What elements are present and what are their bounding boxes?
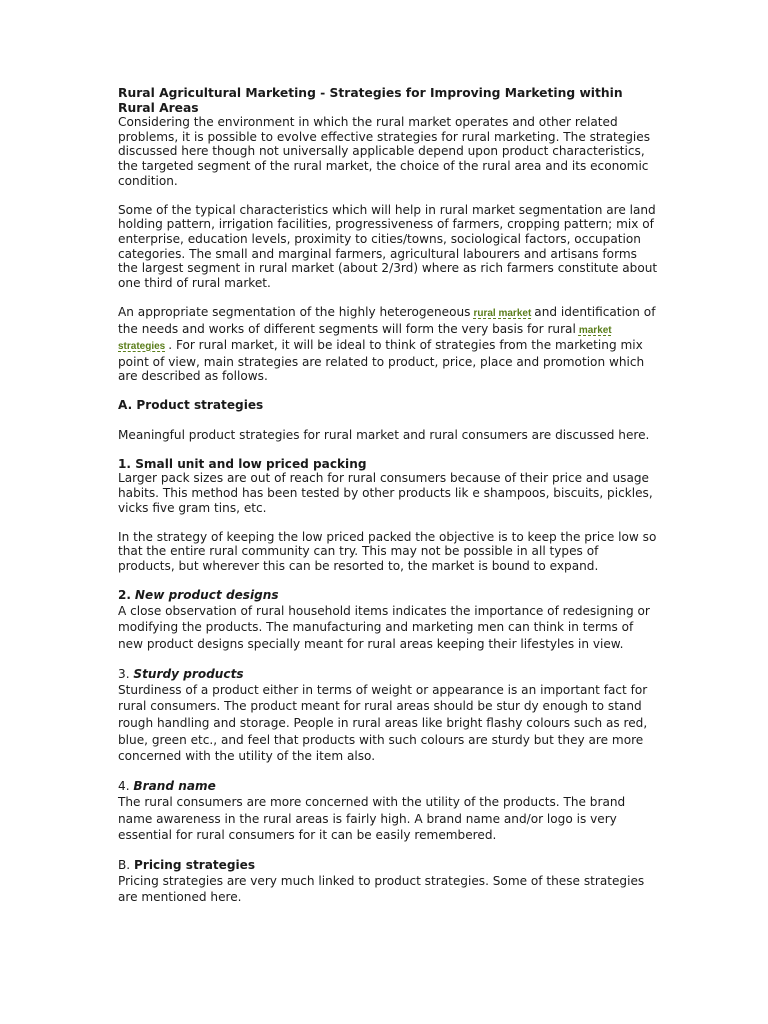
item-4-body: The rural consumers are more concerned with the utility of the products. The brand name awareness in the rural areas is fairly high. A brand name and/or logo is very essential for rural consumers for it can be easily remembered. bbox=[118, 794, 626, 843]
item-2-body: A close observation of rural household items indicates the importance of redesigning or modifying the products. The manufacturing and marketing men can think in terms of new product designs specially meant for rural areas keeping their lifestyles in view. bbox=[118, 603, 650, 651]
document-body bbox=[118, 86, 658, 906]
item-1-paragraph-1: Larger pack sizes are out of reach for rural consumers because of their price and usage habits. This method has been tested by other products lik e shampoos, biscuits, pickles, vicks five gram tins, etc. bbox=[118, 471, 653, 515]
item-4-number: 4. bbox=[118, 779, 130, 794]
item-3-heading bbox=[118, 667, 658, 682]
item-2-heading bbox=[118, 588, 658, 603]
item-2-number: 2. bbox=[118, 588, 132, 603]
section-b-letter: B. bbox=[118, 858, 131, 873]
item-1-paragraph-2: In the strategy of keeping the low priced packed the objective is to keep the price low so that the entire rural community can try. This may not be possible in all types of products, but wherever this can be resorted to, the market is bound to expand. bbox=[118, 529, 657, 573]
approach-text-2: and identification of the needs and works of different segments will form the very basis for rural bbox=[118, 304, 656, 336]
section-b-body: Pricing strategies are very much linked to product strategies. Some of these strategies are mentioned here. bbox=[118, 873, 645, 905]
section-a-intro: Meaningful product strategies for rural market and rural consumers are discussed here. bbox=[118, 427, 650, 442]
section-b-title: Pricing strategies bbox=[134, 858, 256, 873]
document-title: Rural Agricultural Marketing - Strategies for Improving Marketing within Rural Areas bbox=[118, 86, 623, 115]
item-2-title: New product designs bbox=[134, 588, 279, 603]
item-3-body: Sturdiness of a product either in terms of weight or appearance is an important fact for rural consumers. The product meant for rural areas should be stur dy enough to stand rough handling and storage. People in rural areas like bright flashy colours such as red, blue, green etc., and feel that products with such colours are sturdy but they are more concerned with the utility of the item also. bbox=[118, 682, 648, 764]
market-strategies-link[interactable]: market strategies bbox=[118, 324, 612, 353]
approach-text-3: . For rural market, it will be ideal to think of strategies from the marketing mix point of view, main strategies are related to product, price, place and promotion which are described as follows. bbox=[118, 338, 645, 384]
approach-paragraph bbox=[118, 305, 658, 384]
rural-market-link[interactable]: rural market bbox=[473, 307, 532, 319]
item-4-heading bbox=[118, 779, 658, 794]
segmentation-paragraph: Some of the typical characteristics which will help in rural market segmentation are land holding pattern, irrigation facilities, progressiveness of farmers, cropping pattern; mix of enterprise, education levels, proximity to cities/towns, sociological factors, occupation categories. The small and marginal farmers, agricultural labourers and artisans forms the largest segment in rural market (about 2/3rd) where as rich farmers constitute about one third of rural market. bbox=[118, 202, 658, 290]
section-b-heading bbox=[118, 858, 658, 873]
item-3-number: 3. bbox=[118, 667, 130, 682]
item-3-title: Sturdy products bbox=[133, 667, 244, 682]
approach-text-1: An appropriate segmentation of the highly heterogeneous bbox=[118, 304, 471, 319]
item-4-title: Brand name bbox=[133, 779, 216, 794]
item-1-heading: 1. Small unit and low priced packing bbox=[118, 456, 367, 471]
section-a-heading: A. Product strategies bbox=[118, 398, 264, 413]
intro-paragraph: Considering the environment in which the rural market operates and other related problems, it is possible to evolve effective strategies for rural marketing. The strategies discussed here though not universally applicable depend upon product characteristics, the targeted segment of the rural market, the choice of the rural area and its economic condition. bbox=[118, 115, 650, 188]
